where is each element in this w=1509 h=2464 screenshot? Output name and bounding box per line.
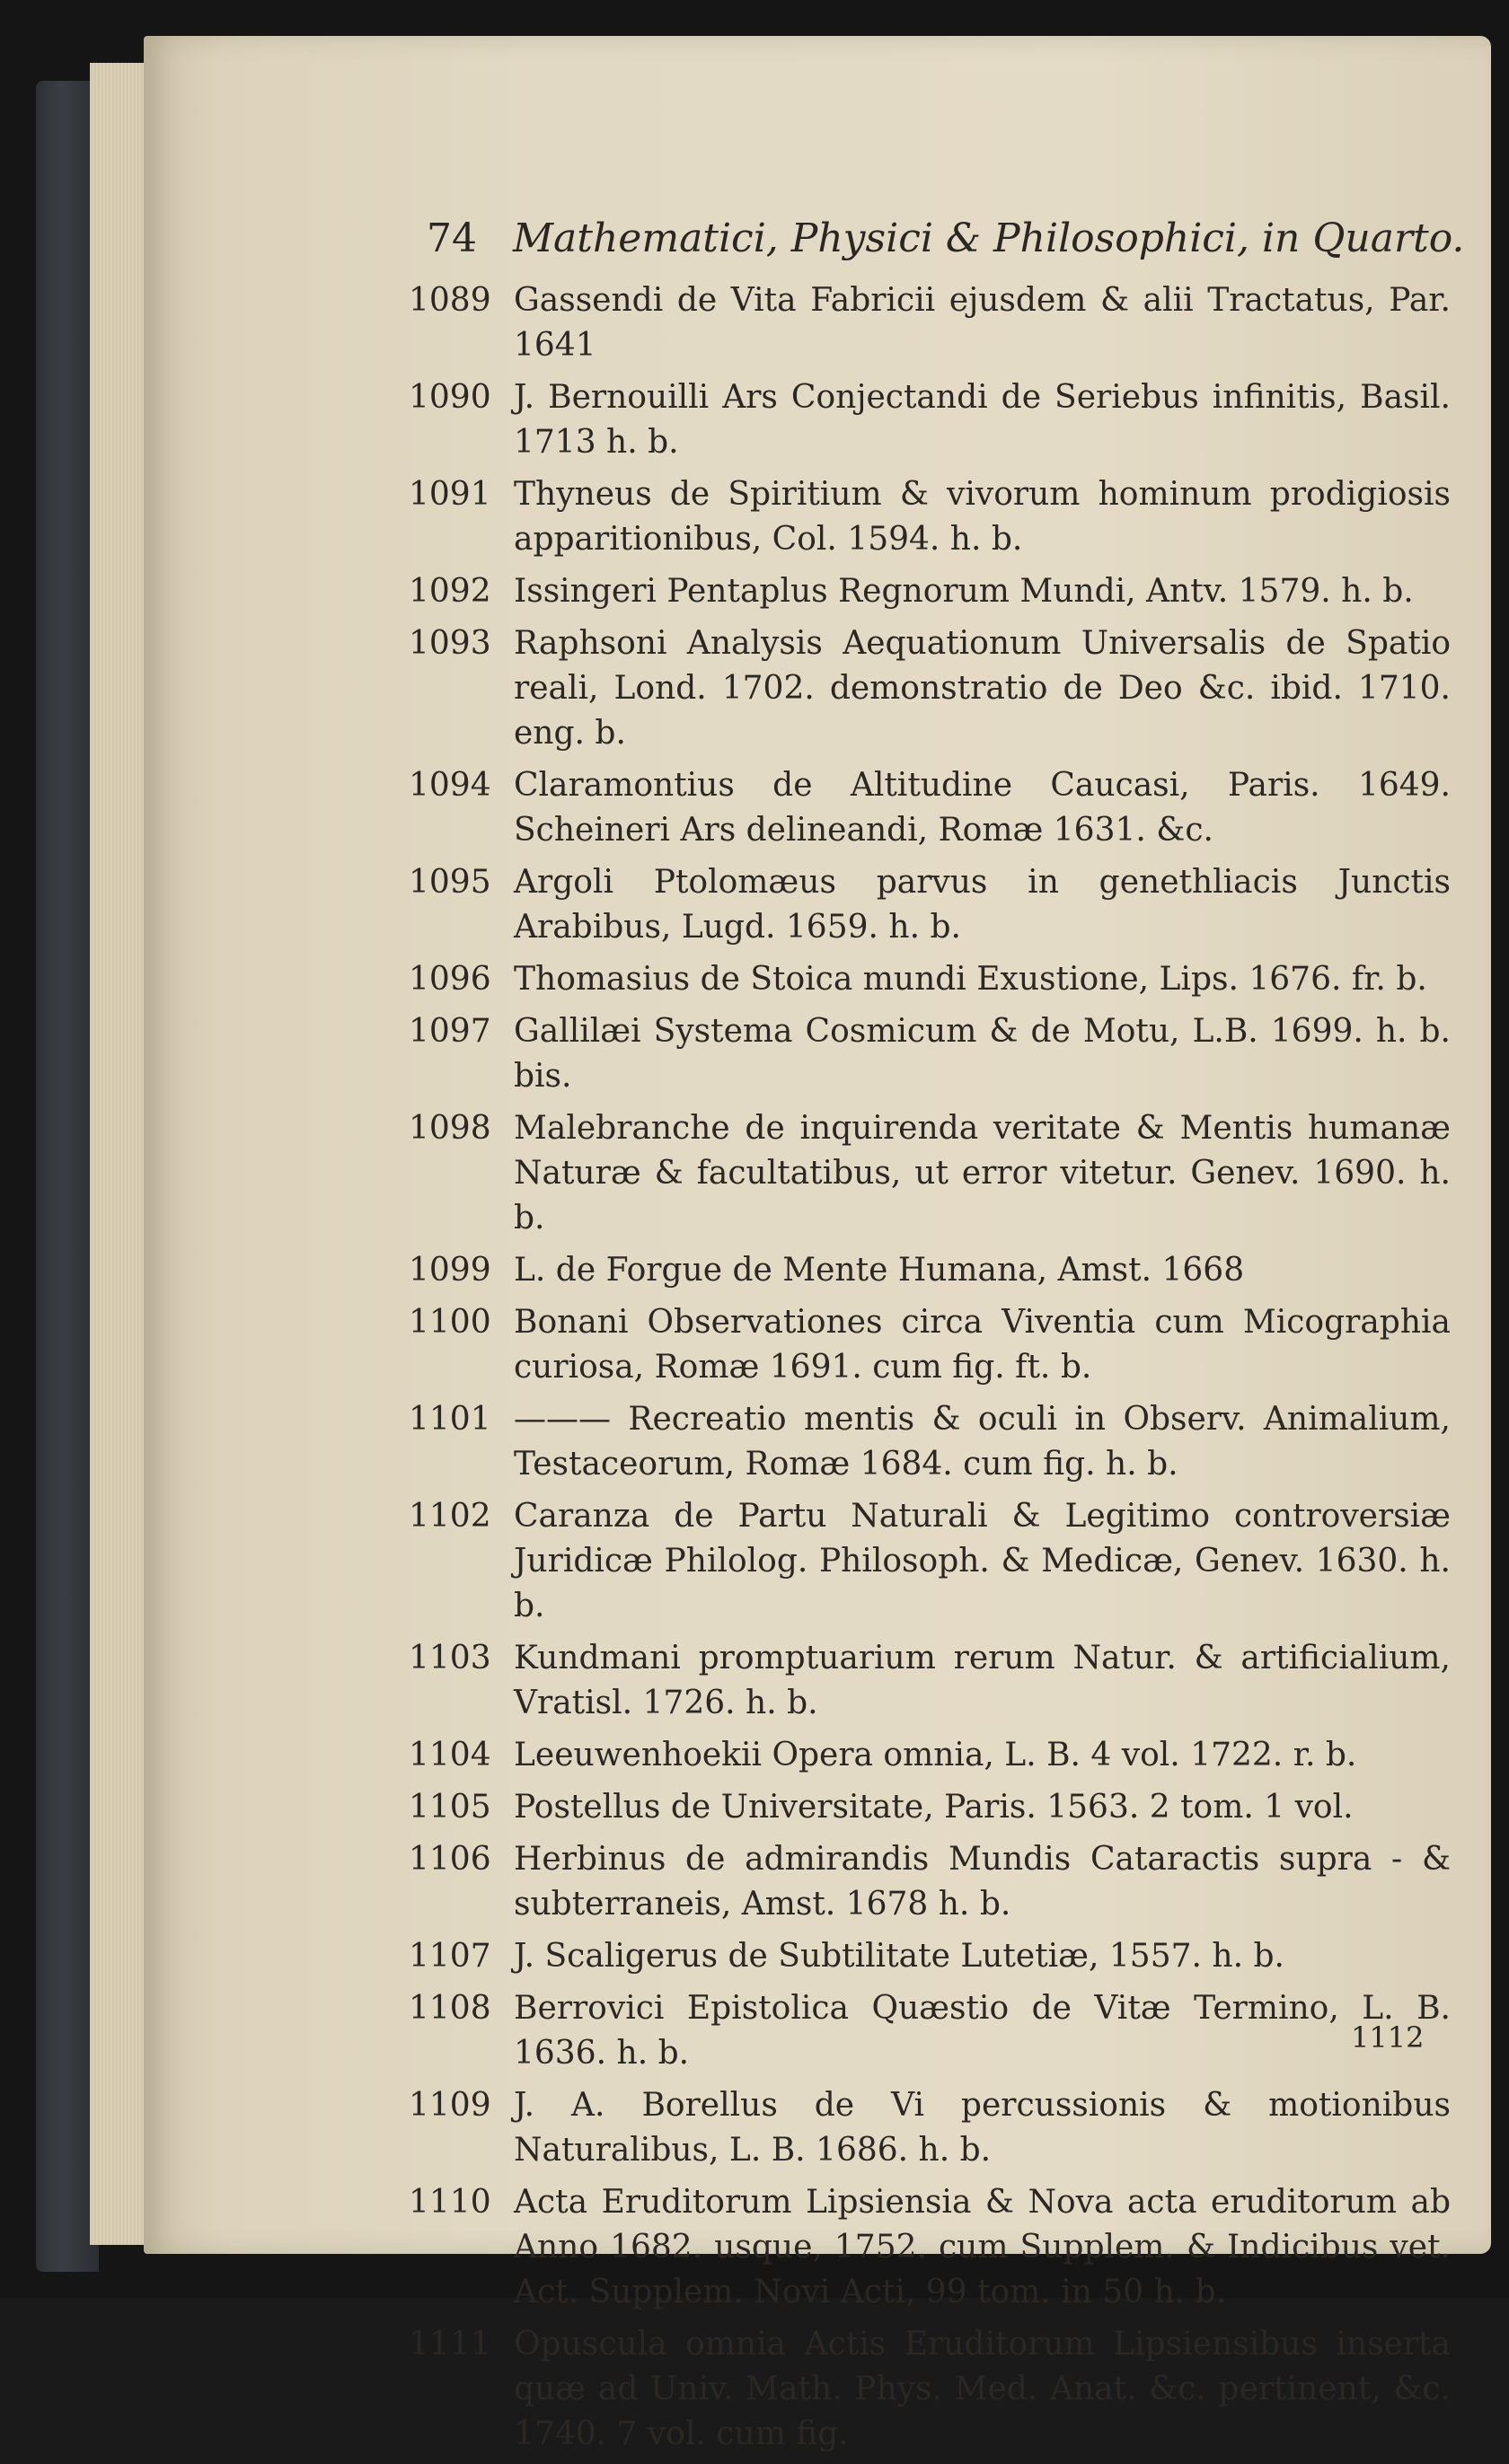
catalogue-entry [409, 2322, 1451, 2457]
entry-number: 1106 [409, 1841, 491, 1878]
entry-text: Gassendi de Vita Fabricii ejusdem & alii Tractatus, Par. 1641 [514, 282, 1451, 364]
entry-number: 1104 [409, 1737, 491, 1773]
page-number: 74 [427, 216, 477, 261]
catalogue-entry [409, 1300, 1451, 1390]
catalogue-entry [409, 860, 1451, 950]
entry-text: Thomasius de Stoica mundi Exustione, Lips. 1676. fr. b. [514, 961, 1427, 998]
entry-text: Opuscula omnia Actis Eruditorum Lipsiensibus inserta quæ ad Univ. Math. Phys. Med. Anat. &c. pertinent, &c. 1740. 7 vol. cum fig. [514, 2326, 1451, 2452]
entry-number: 1090 [409, 379, 491, 416]
entry-number: 1109 [409, 2087, 491, 2124]
entry-text: Claramontius de Altitudine Caucasi, Paris. 1649. Scheineri Ars delineandi, Romæ 1631. &c. [514, 767, 1451, 849]
entry-number: 1105 [409, 1789, 491, 1826]
catchword: 1112 [1351, 2020, 1425, 2055]
catalogue-entry [409, 621, 1451, 756]
entry-text: J. A. Borellus de Vi percussionis & motionibus Naturalibus, L. B. 1686. h. b. [514, 2087, 1451, 2169]
catalogue-entry [409, 1837, 1451, 1927]
catalogue-entry [409, 957, 1451, 1002]
entry-text: J. Scaligerus de Subtilitate Lutetiæ, 1557. h. b. [514, 1938, 1284, 1975]
catalogue-entry [409, 763, 1451, 853]
entry-text: Raphsoni Analysis Aequationum Universalis de Spatio reali, Lond. 1702. demonstratio de Deo &c. ibid. 1710. eng. b. [514, 625, 1451, 752]
entry-text: Leeuwenhoekii Opera omnia, L. B. 4 vol. 1722. r. b. [514, 1737, 1357, 1773]
entry-number: 1093 [409, 625, 491, 662]
catalogue-entry [409, 1934, 1451, 1979]
catalogue-entry [409, 1986, 1451, 2076]
catalogue-entry [409, 472, 1451, 562]
catalogue-entry [409, 1397, 1451, 1487]
entry-text: Caranza de Partu Naturali & Legitimo controversiæ Juridicæ Philolog. Philosoph. & Medicæ, Genev. 1630. h. b. [514, 1498, 1451, 1624]
entry-number: 1099 [409, 1252, 491, 1289]
catalogue-entry [409, 2083, 1451, 2173]
entry-text: L. de Forgue de Mente Humana, Amst. 1668 [514, 1252, 1245, 1289]
entry-number: 1111 [409, 2326, 491, 2363]
running-header [427, 216, 1465, 261]
entry-number: 1110 [409, 2184, 491, 2221]
catalogue-entry [409, 1785, 1451, 1830]
entry-text: Berrovici Epistolica Quæstio de Vitæ Termino, L. B. 1636. h. b. [514, 1990, 1451, 2072]
entry-text: Argoli Ptolomæus parvus in genethliacis Junctis Arabibus, Lugd. 1659. h. b. [514, 864, 1451, 946]
catalogue-entry [409, 1106, 1451, 1241]
entry-number: 1108 [409, 1990, 491, 2027]
entry-text: Herbinus de admirandis Mundis Cataractis supra - & subterraneis, Amst. 1678 h. b. [514, 1841, 1451, 1923]
entry-number: 1103 [409, 1640, 491, 1676]
catalogue-entry [409, 2180, 1451, 2315]
entry-text: Malebranche de inquirenda veritate & Mentis humanæ Naturæ & facultatibus, ut error vitetur. Genev. 1690. h. b. [514, 1110, 1451, 1236]
entry-text: J. Bernouilli Ars Conjectandi de Seriebus infinitis, Basil. 1713 h. b. [514, 379, 1451, 461]
catalogue-entry [409, 1009, 1451, 1099]
catalogue-entries [409, 278, 1451, 2464]
entry-text: Postellus de Universitate, Paris. 1563. 2 tom. 1 vol. [514, 1789, 1354, 1826]
entry-text: Thyneus de Spiritium & vivorum hominum prodigiosis apparitionibus, Col. 1594. h. b. [514, 476, 1451, 558]
catalogue-entry [409, 1733, 1451, 1778]
catalogue-entry [409, 1248, 1451, 1293]
entry-text: Bonani Observationes circa Viventia cum Micographia curiosa, Romæ 1691. cum fig. ft. b. [514, 1304, 1451, 1386]
entry-number: 1098 [409, 1110, 491, 1147]
entry-number: 1107 [409, 1938, 491, 1975]
entry-number: 1097 [409, 1013, 491, 1050]
entry-number: 1096 [409, 961, 491, 998]
entry-number: 1101 [409, 1401, 491, 1438]
entry-number: 1100 [409, 1304, 491, 1341]
entry-text: Kundmani promptuarium rerum Natur. & artificialium, Vratisl. 1726. h. b. [514, 1640, 1451, 1721]
running-title: Mathematici, Physici & Philosophici, in Quarto. [513, 216, 1465, 261]
entry-number: 1095 [409, 864, 491, 901]
catalogue-entry [409, 375, 1451, 465]
entry-text: Gallilæi Systema Cosmicum & de Motu, L.B. 1699. h. b. bis. [514, 1013, 1451, 1095]
entry-text: ——— Recreatio mentis & oculi in Observ. Animalium, Testaceorum, Romæ 1684. cum fig. h. b. [514, 1401, 1451, 1483]
catalogue-entry [409, 569, 1451, 614]
entry-text: Acta Eruditorum Lipsiensia & Nova acta eruditorum ab Anno 1682. usque, 1752. cum Supplem. & Indicibus vet. Act. Supplem. Novi Acti, 99 tom. in 50 h. b. [514, 2184, 1451, 2310]
catalogue-entry [409, 278, 1451, 368]
catalogue-entry [409, 1636, 1451, 1726]
entry-number: 1102 [409, 1498, 491, 1535]
catalogue-entry [409, 1494, 1451, 1629]
entry-number: 1089 [409, 282, 491, 319]
entry-number: 1094 [409, 767, 491, 804]
entry-number: 1092 [409, 573, 491, 610]
entry-number: 1091 [409, 476, 491, 513]
entry-text: Issingeri Pentaplus Regnorum Mundi, Antv. 1579. h. b. [514, 573, 1414, 610]
